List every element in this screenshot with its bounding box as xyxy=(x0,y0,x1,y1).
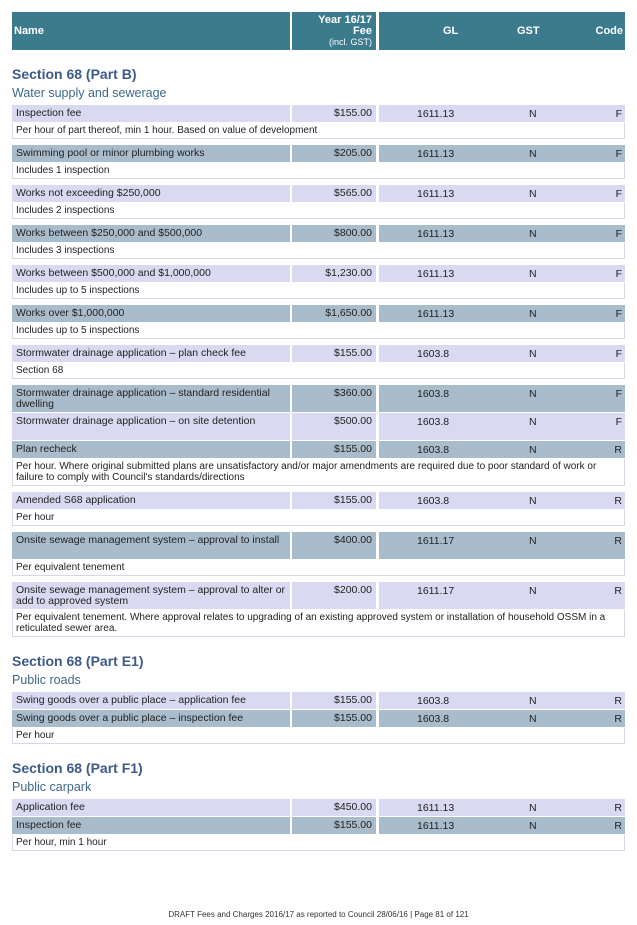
fee-code: F xyxy=(615,188,622,200)
gst-flag: N xyxy=(529,348,537,360)
header-name-cell xyxy=(12,12,290,50)
fee-codes xyxy=(379,582,625,609)
gl-code: 1603.8 xyxy=(417,495,450,507)
fee-amount: $155.00 xyxy=(292,345,376,362)
fee-group xyxy=(12,305,625,339)
gl-code: 1603.8 xyxy=(417,416,450,428)
fee-codes xyxy=(379,105,625,122)
fee-codes xyxy=(379,225,625,242)
table-row xyxy=(12,799,625,816)
fee-code: R xyxy=(614,802,622,814)
fee-codes xyxy=(379,145,625,162)
gl-code: 1611.13 xyxy=(417,148,455,160)
fee-codes xyxy=(379,692,625,709)
fee-amount: $800.00 xyxy=(292,225,376,242)
fee-group xyxy=(12,799,625,851)
gst-flag: N xyxy=(529,188,537,200)
fee-note: Includes 3 inspections xyxy=(12,243,625,259)
gst-flag: N xyxy=(529,228,537,240)
fee-name: Works not exceeding $250,000 xyxy=(12,185,290,202)
fee-group xyxy=(12,385,625,486)
fee-code: R xyxy=(614,820,622,832)
fee-amount: $360.00 xyxy=(292,385,376,412)
gst-flag: N xyxy=(529,535,537,547)
fee-code: F xyxy=(615,308,622,320)
fee-code: F xyxy=(615,228,622,240)
gst-flag: N xyxy=(529,695,537,707)
sections-container xyxy=(12,66,625,851)
table-row xyxy=(12,385,625,412)
fee-name: Inspection fee xyxy=(12,817,290,834)
fee-amount: $400.00 xyxy=(292,532,376,559)
fee-codes xyxy=(379,532,625,559)
fee-note: Per hour of part thereof, min 1 hour. Based on value of development xyxy=(12,123,625,139)
gl-code: 1603.8 xyxy=(417,388,450,400)
table-row xyxy=(12,692,625,709)
table-header xyxy=(12,12,625,50)
fee-codes xyxy=(379,492,625,509)
fee-name: Swing goods over a public place – inspection fee xyxy=(12,710,290,727)
gl-code: 1603.8 xyxy=(417,348,450,360)
gst-flag: N xyxy=(529,495,537,507)
gst-flag: N xyxy=(529,444,537,456)
fee-note: Per hour, min 1 hour xyxy=(12,835,625,851)
table-row xyxy=(12,145,625,162)
table-row xyxy=(12,225,625,242)
fee-name: Works over $1,000,000 xyxy=(12,305,290,322)
fee-amount: $155.00 xyxy=(292,492,376,509)
header-name-label: Name xyxy=(14,25,44,37)
table-row xyxy=(12,817,625,834)
fee-amount: $205.00 xyxy=(292,145,376,162)
gl-code: 1611.13 xyxy=(417,108,455,120)
fee-group xyxy=(12,105,625,139)
gl-code: 1603.8 xyxy=(417,695,450,707)
header-gst-label: GST xyxy=(517,25,540,37)
fee-codes xyxy=(379,265,625,282)
header-fee-note: (incl. GST) xyxy=(328,37,372,47)
header-codes-cell xyxy=(379,12,625,50)
fee-codes xyxy=(379,710,625,727)
fee-group xyxy=(12,265,625,299)
fee-group xyxy=(12,225,625,259)
table-row xyxy=(12,710,625,727)
fee-note: Includes up to 5 inspections xyxy=(12,283,625,299)
gst-flag: N xyxy=(529,416,537,428)
fee-name: Stormwater drainage application – plan check fee xyxy=(12,345,290,362)
fee-name: Works between $500,000 and $1,000,000 xyxy=(12,265,290,282)
fee-name: Swing goods over a public place – application fee xyxy=(12,692,290,709)
fee-name: Plan recheck xyxy=(12,441,290,458)
fee-codes xyxy=(379,441,625,458)
fee-note: Includes 1 inspection xyxy=(12,163,625,179)
gst-flag: N xyxy=(529,268,537,280)
fee-amount: $155.00 xyxy=(292,817,376,834)
table-row xyxy=(12,532,625,559)
fee-codes xyxy=(379,185,625,202)
fee-amount: $155.00 xyxy=(292,710,376,727)
section-subtitle: Water supply and sewerage xyxy=(12,86,167,100)
fee-amount: $565.00 xyxy=(292,185,376,202)
section-title: Section 68 (Part B) xyxy=(12,66,137,82)
fee-name: Stormwater drainage application – standard residential dwelling xyxy=(12,385,290,412)
table-row xyxy=(12,441,625,458)
table-row xyxy=(12,265,625,282)
fee-note: Per hour xyxy=(12,510,625,526)
fee-name: Inspection fee xyxy=(12,105,290,122)
fee-name: Amended S68 application xyxy=(12,492,290,509)
gl-code: 1611.17 xyxy=(417,535,455,547)
fee-name: Works between $250,000 and $500,000 xyxy=(12,225,290,242)
fee-note: Per equivalent tenement. Where approval relates to upgrading of an existing approved system or installation of household OSSM in a reticulated sewer area. xyxy=(12,610,625,637)
header-gl-label: GL xyxy=(443,25,459,37)
section-subtitle: Public roads xyxy=(12,673,81,687)
table-row xyxy=(12,582,625,609)
gl-code: 1603.8 xyxy=(417,444,450,456)
header-fee-cell xyxy=(292,12,376,50)
gst-flag: N xyxy=(529,585,537,597)
gst-flag: N xyxy=(529,820,537,832)
fee-codes xyxy=(379,385,625,412)
fee-note: Per hour xyxy=(12,728,625,744)
fee-note: Includes 2 inspections xyxy=(12,203,625,219)
fee-codes xyxy=(379,413,625,440)
fee-code: F xyxy=(615,108,622,120)
fee-codes xyxy=(379,817,625,834)
gst-flag: N xyxy=(529,802,537,814)
gl-code: 1603.8 xyxy=(417,713,450,725)
fee-code: R xyxy=(614,695,622,707)
fee-name: Application fee xyxy=(12,799,290,816)
fee-group xyxy=(12,692,625,744)
gl-code: 1611.17 xyxy=(417,585,455,597)
fee-group xyxy=(12,345,625,379)
table-row xyxy=(12,305,625,322)
fee-code: R xyxy=(614,713,622,725)
fee-group xyxy=(12,492,625,526)
fee-note: Section 68 xyxy=(12,363,625,379)
fee-amount: $155.00 xyxy=(292,692,376,709)
fee-name: Stormwater drainage application – on site detention xyxy=(12,413,290,440)
fee-code: F xyxy=(615,348,622,360)
gst-flag: N xyxy=(529,148,537,160)
fee-amount: $1,230.00 xyxy=(292,265,376,282)
fee-code: R xyxy=(614,444,622,456)
fee-code: F xyxy=(615,268,622,280)
gst-flag: N xyxy=(529,308,537,320)
fee-amount: $450.00 xyxy=(292,799,376,816)
fees-page xyxy=(12,12,625,851)
fee-codes xyxy=(379,799,625,816)
section-title: Section 68 (Part E1) xyxy=(12,653,144,669)
fee-note: Per equivalent tenement xyxy=(12,560,625,576)
section-title: Section 68 (Part F1) xyxy=(12,760,143,776)
fee-group xyxy=(12,185,625,219)
table-row xyxy=(12,492,625,509)
gl-code: 1611.13 xyxy=(417,228,455,240)
fee-name: Onsite sewage management system – approval to alter or add to approved system xyxy=(12,582,290,609)
fee-code: F xyxy=(615,416,622,428)
fee-code: F xyxy=(615,388,622,400)
fee-group xyxy=(12,145,625,179)
fee-codes xyxy=(379,345,625,362)
fee-note: Includes up to 5 inspections xyxy=(12,323,625,339)
page-footer: DRAFT Fees and Charges 2016/17 as reported to Council 28/06/16 | Page 81 of 121 xyxy=(168,910,469,919)
fee-codes xyxy=(379,305,625,322)
fee-group xyxy=(12,582,625,637)
fee-code: R xyxy=(614,535,622,547)
header-code-label: Code xyxy=(595,25,623,37)
gst-flag: N xyxy=(529,388,537,400)
fee-note: Per hour. Where original submitted plans are unsatisfactory and/or major amendments are required due to poor standard of work or failure to comply with Council's standards/directions xyxy=(12,459,625,486)
header-fee-year: Year 16/17 xyxy=(318,14,372,26)
gl-code: 1611.13 xyxy=(417,820,455,832)
fee-code: R xyxy=(614,495,622,507)
section-subtitle: Public carpark xyxy=(12,780,92,794)
fee-group xyxy=(12,532,625,576)
fee-amount: $500.00 xyxy=(292,413,376,440)
header-fee-label: Fee xyxy=(353,25,372,37)
gst-flag: N xyxy=(529,713,537,725)
fee-amount: $155.00 xyxy=(292,105,376,122)
fee-name: Swimming pool or minor plumbing works xyxy=(12,145,290,162)
fee-amount: $1,650.00 xyxy=(292,305,376,322)
gl-code: 1611.13 xyxy=(417,308,455,320)
fee-amount: $155.00 xyxy=(292,441,376,458)
table-row xyxy=(12,105,625,122)
gl-code: 1611.13 xyxy=(417,268,455,280)
fee-code: F xyxy=(615,148,622,160)
fee-code: R xyxy=(614,585,622,597)
gl-code: 1611.13 xyxy=(417,802,455,814)
table-row xyxy=(12,345,625,362)
fee-amount: $200.00 xyxy=(292,582,376,609)
gl-code: 1611.13 xyxy=(417,188,455,200)
table-row xyxy=(12,413,625,440)
gst-flag: N xyxy=(529,108,537,120)
table-row xyxy=(12,185,625,202)
fee-name: Onsite sewage management system – approval to install xyxy=(12,532,290,559)
